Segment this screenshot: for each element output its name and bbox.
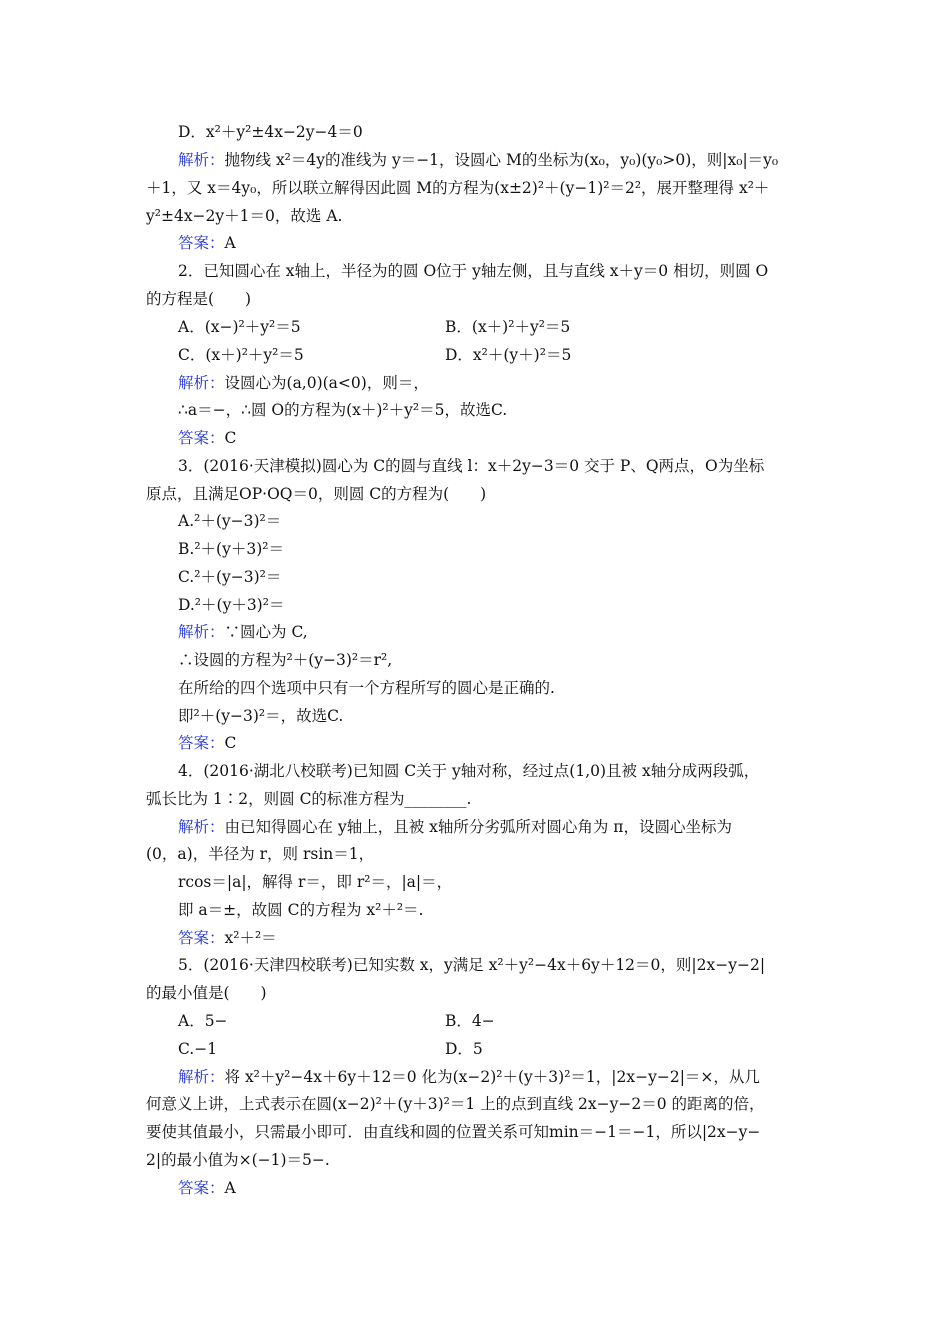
text-line: 即²＋(y−3)²＝，故选C.	[178, 707, 344, 725]
analysis-line: 解析：由已知得圆心在 y轴上，且被 x轴所分劣弧所对圆心角为 π，设圆心坐标为	[178, 818, 732, 836]
option-line: B．4−	[445, 1012, 495, 1030]
text-line: y²±4x−2y＋1＝0，故选 A.	[146, 207, 343, 225]
option-line: B．(x＋)²＋y²＝5	[445, 318, 571, 336]
question-line: 5．(2016·天津四校联考)已知实数 x，y满足 x²＋y²−4x＋6y＋12＝0，则|2x−y−2|	[178, 956, 766, 974]
option-line: A．(x−)²＋y²＝5	[178, 318, 301, 336]
answer-label: 答案：	[178, 734, 225, 752]
question-line: 3．(2016·天津模拟)圆心为 C的圆与直线 l：x＋2y−3＝0 交于 P、Q两点，O为坐标	[178, 457, 765, 475]
answer-line: 答案：A	[178, 234, 236, 252]
analysis-line: 解析：∵圆心为 C,	[178, 623, 308, 641]
analysis-line: 解析：抛物线 x²＝4y的准线为 y＝−1，设圆心 M的坐标为(x₀，y₀)(y₀>0)，则|x₀|＝y₀	[178, 151, 779, 169]
analysis-label: 解析：	[178, 151, 225, 169]
answer-line: 答案：A	[178, 1179, 236, 1197]
answer-label: 答案：	[178, 1179, 225, 1197]
answer-line: 答案：x²＋²＝	[178, 929, 277, 947]
answer-line: 答案：C	[178, 429, 237, 447]
option-line: D.²＋(y＋3)²＝	[178, 596, 285, 614]
option-line: C．(x＋)²＋y²＝5	[178, 346, 304, 364]
text-line: 2|的最小值为×(−1)＝5−.	[146, 1151, 330, 1169]
analysis-label: 解析：	[178, 1068, 225, 1086]
answer-label: 答案：	[178, 234, 225, 252]
text-line: (0，a)，半径为 r，则 rsin＝1，	[146, 845, 375, 863]
text-line: 的最小值是( )	[146, 984, 267, 1002]
analysis-label: 解析：	[178, 374, 225, 392]
option-line: B.²＋(y＋3)²＝	[178, 540, 284, 558]
text-line: 弧长比为 1∶2，则圆 C的标准方程为________.	[146, 790, 472, 808]
option-line: D．x²＋(y＋)²＝5	[445, 346, 572, 364]
question-line: 4．(2016·湖北八校联考)已知圆 C关于 y轴对称，经过点(1,0)且被 x轴分成两段弧，	[178, 762, 760, 780]
text-line: ∴a＝−，∴圆 O的方程为(x＋)²＋y²＝5，故选C.	[178, 401, 508, 419]
text-line: 在所给的四个选项中只有一个方程所写的圆心是正确的.	[178, 679, 555, 697]
option-line: D．5	[445, 1040, 483, 1058]
answer-label: 答案：	[178, 929, 225, 947]
text-line: ∴设圆的方程为²＋(y−3)²＝r²,	[178, 651, 393, 669]
option-line: C.−1	[178, 1040, 218, 1058]
text-line: 即 a＝±，故圆 C的方程为 x²＋²＝.	[178, 901, 424, 919]
text-line: 要使其值最小，只需最小即可．由直线和圆的位置关系可知min＝−1＝−1，所以|2x−y−	[146, 1123, 761, 1141]
text-line: rcos＝|a|，解得 r＝，即 r²＝，|a|＝，	[178, 873, 453, 891]
option-line: A.²＋(y−3)²＝	[178, 512, 282, 530]
answer-label: 答案：	[178, 429, 225, 447]
text-line: ＋1，又 x＝4y₀，所以联立解得因此圆 M的方程为(x±2)²＋(y−1)²＝2²，展开整理得 x²＋	[146, 179, 770, 197]
text-line: 的方程是( )	[146, 290, 252, 308]
text-line: 何意义上讲，上式表示在圆(x−2)²＋(y＋3)²＝1 上的点到直线 2x−y−2＝0 的距离的倍，	[146, 1095, 765, 1113]
question-line: 2．已知圆心在 x轴上，半径为的圆 O位于 y轴左侧，且与直线 x＋y＝0 相切，则圆 O	[178, 262, 769, 280]
answer-line: 答案：C	[178, 734, 237, 752]
text-line: D．x²＋y²±4x−2y−4＝0	[178, 123, 363, 141]
analysis-label: 解析：	[178, 818, 225, 836]
analysis-line: 解析：设圆心为(a,0)(a<0)，则＝，	[178, 374, 429, 392]
option-line: C.²＋(y−3)²＝	[178, 568, 282, 586]
text-line: 原点，且满足OP·OQ＝0，则圆 C的方程为( )	[146, 485, 487, 503]
option-line: A．5−	[178, 1012, 228, 1030]
analysis-line: 解析：将 x²＋y²−4x＋6y＋12＝0 化为(x−2)²＋(y＋3)²＝1，|2x−y−2|＝×，从几	[178, 1068, 760, 1086]
analysis-label: 解析：	[178, 623, 225, 641]
